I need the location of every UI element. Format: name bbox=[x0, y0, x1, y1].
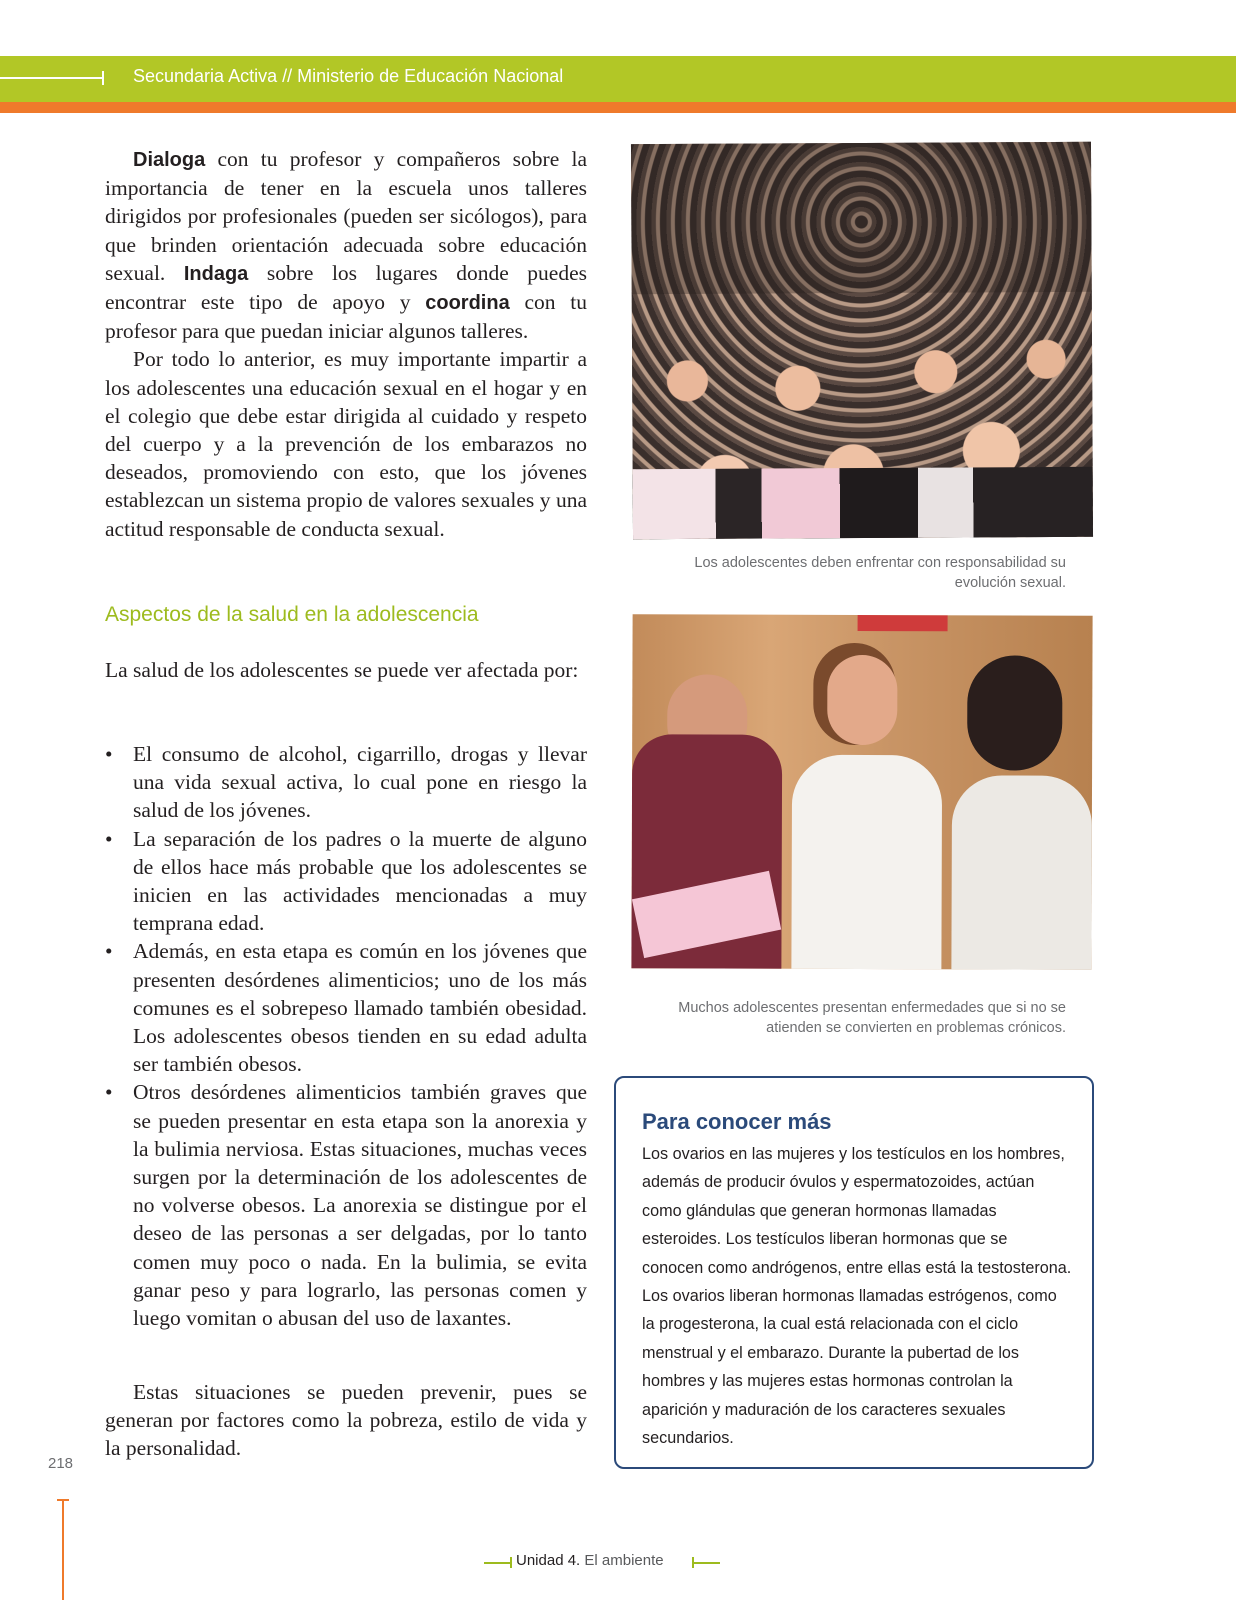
photo-caption-2: Muchos adolescentes presentan enfermedades que si no se atienden se convierten en problemas crónicos. bbox=[678, 1000, 1066, 1036]
closing-paragraph: Estas situaciones se pueden prevenir, pues se generan por factores como la pobreza, estilo de vida y la personalidad. bbox=[105, 1380, 587, 1461]
photo-caption-1: Los adolescentes deben enfrentar con responsabilidad su evolución sexual. bbox=[694, 555, 1066, 591]
clinic-photo-figure bbox=[967, 655, 1062, 770]
bullet-icon: • bbox=[105, 1080, 113, 1105]
footer-rule-left bbox=[484, 1562, 511, 1564]
footer-unit-number: Unidad 4. bbox=[516, 1552, 581, 1569]
clinic-photo bbox=[631, 614, 1092, 970]
page-number: 218 bbox=[48, 1455, 74, 1472]
header-rule bbox=[0, 77, 104, 79]
footer-rule-right bbox=[693, 1562, 720, 1564]
list-item-text: Además, en esta etapa es común en los jóvenes que presenten desórdenes alimenticios; uno de los más comunes es el sobrepeso llamado también obesidad. Los adolescentes obesos tienden en su edad adulta ser también obesos. bbox=[133, 939, 587, 1077]
section-lead bbox=[105, 656, 587, 684]
clinic-photo-figure bbox=[791, 755, 942, 970]
bullet-icon: • bbox=[105, 826, 113, 851]
clinic-photo-figure bbox=[827, 655, 897, 745]
footer-rule-right-tick bbox=[692, 1557, 694, 1568]
list-item-text: Otros desórdenes alimenticios también graves que se pueden presentar en esta etapa son la anorexia y la bulimia nerviosa. Estas situaciones, muchas veces surgen por la determinación de los adolescentes de no volverse obesos. La anorexia se distingue por el deseo de las personas a ser delgadas, por lo tanto comen muy poco o nada. En la bulimia, se evita ganar peso y para lograrlo, las personas comen y luego vomitan o abusan del uso de laxantes. bbox=[133, 1080, 587, 1331]
keyword-indaga: Indaga bbox=[183, 262, 249, 285]
list-item bbox=[105, 825, 587, 938]
footer-rule-left-tick bbox=[510, 1557, 512, 1568]
header-accent-stripe bbox=[0, 102, 1236, 113]
closing-text bbox=[105, 1378, 587, 1463]
intro-text-run: con tu profesor para que puedan iniciar algunos talleres. bbox=[105, 290, 587, 344]
crowd-photo bbox=[631, 142, 1093, 539]
keyword-coordina: coordina bbox=[425, 292, 510, 315]
list-item bbox=[105, 937, 587, 1078]
bullet-icon: • bbox=[105, 939, 113, 964]
keyword-dialoga: Dialoga bbox=[133, 149, 206, 171]
list-item bbox=[105, 740, 587, 825]
header-title: Secundaria Activa // Ministerio de Educación Nacional bbox=[133, 66, 564, 86]
section-lead-text: La salud de los adolescentes se puede ver afectada por: bbox=[105, 658, 579, 682]
list-item-text: La separación de los padres o la muerte de alguno de ellos hace más probable que los adolescentes se inicien en las actividades mencionadas a muy temprana edad. bbox=[133, 826, 587, 936]
intro-text-run: sobre los lugares donde puedes encontrar este tipo de apoyo y bbox=[105, 260, 587, 315]
bullet-list bbox=[105, 740, 587, 1332]
header-rule-tick bbox=[102, 71, 104, 85]
crowd-photo-shade bbox=[631, 142, 1092, 294]
clinic-photo-figure bbox=[951, 775, 1092, 969]
bullet-list-container bbox=[105, 740, 587, 1332]
intro-text bbox=[105, 145, 587, 543]
intro-text-run: con tu profesor y compañeros sobre la importancia de tener en la escuela unos talleres dirigidos por profesionales (pueden ser sicólogos), para que brinden orientación adecuada sobre educación sexual. bbox=[105, 147, 587, 285]
intro-paragraph-2: Por todo lo anterior, es muy importante impartir a los adolescentes una educación sexual en el hogar y en el colegio que debe estar dirigida al cuidado y respeto del cuerpo y a la prevención de los embarazos no deseados, promoviendo con esto, que los jóvenes establezcan un sistema propio de valores sexuales y una actitud responsable de conducta sexual. bbox=[105, 347, 587, 541]
footer-unit bbox=[516, 1552, 664, 1569]
section-heading: Aspectos de la salud en la adolescencia bbox=[105, 603, 479, 626]
clinic-photo-sign bbox=[858, 615, 948, 631]
crowd-photo-foreground bbox=[633, 467, 1093, 539]
info-box-text: Los ovarios en las mujeres y los testículos en los hombres, además de producir óvulos y espermatozoides, actúan como glándulas que generan hormonas llamadas esteroides. Los testículos liberan hormonas que se conocen como andrógenos, entre ellas está la testosterona. Los ovarios liberan hormonas llamadas estrógenos, como la progesterona, la cual está relacionada con el ciclo menstrual y el embarazo. Durante la pubertad de los hombres y las mujeres estas hormonas controlan la aparición y maduración de los caracteres sexuales secundarios. bbox=[642, 1145, 1072, 1448]
bullet-icon: • bbox=[105, 742, 113, 766]
intro-paragraph-1 bbox=[105, 145, 587, 345]
info-box-title: Para conocer más bbox=[642, 1109, 832, 1134]
margin-rule bbox=[62, 1500, 64, 1600]
list-item bbox=[105, 1078, 587, 1332]
footer-unit-title: El ambiente bbox=[584, 1552, 664, 1569]
list-item-text: El consumo de alcohol, cigarrillo, drogas y llevar una vida sexual activa, lo cual pone en riesgo la salud de los jóvenes. bbox=[133, 742, 587, 823]
